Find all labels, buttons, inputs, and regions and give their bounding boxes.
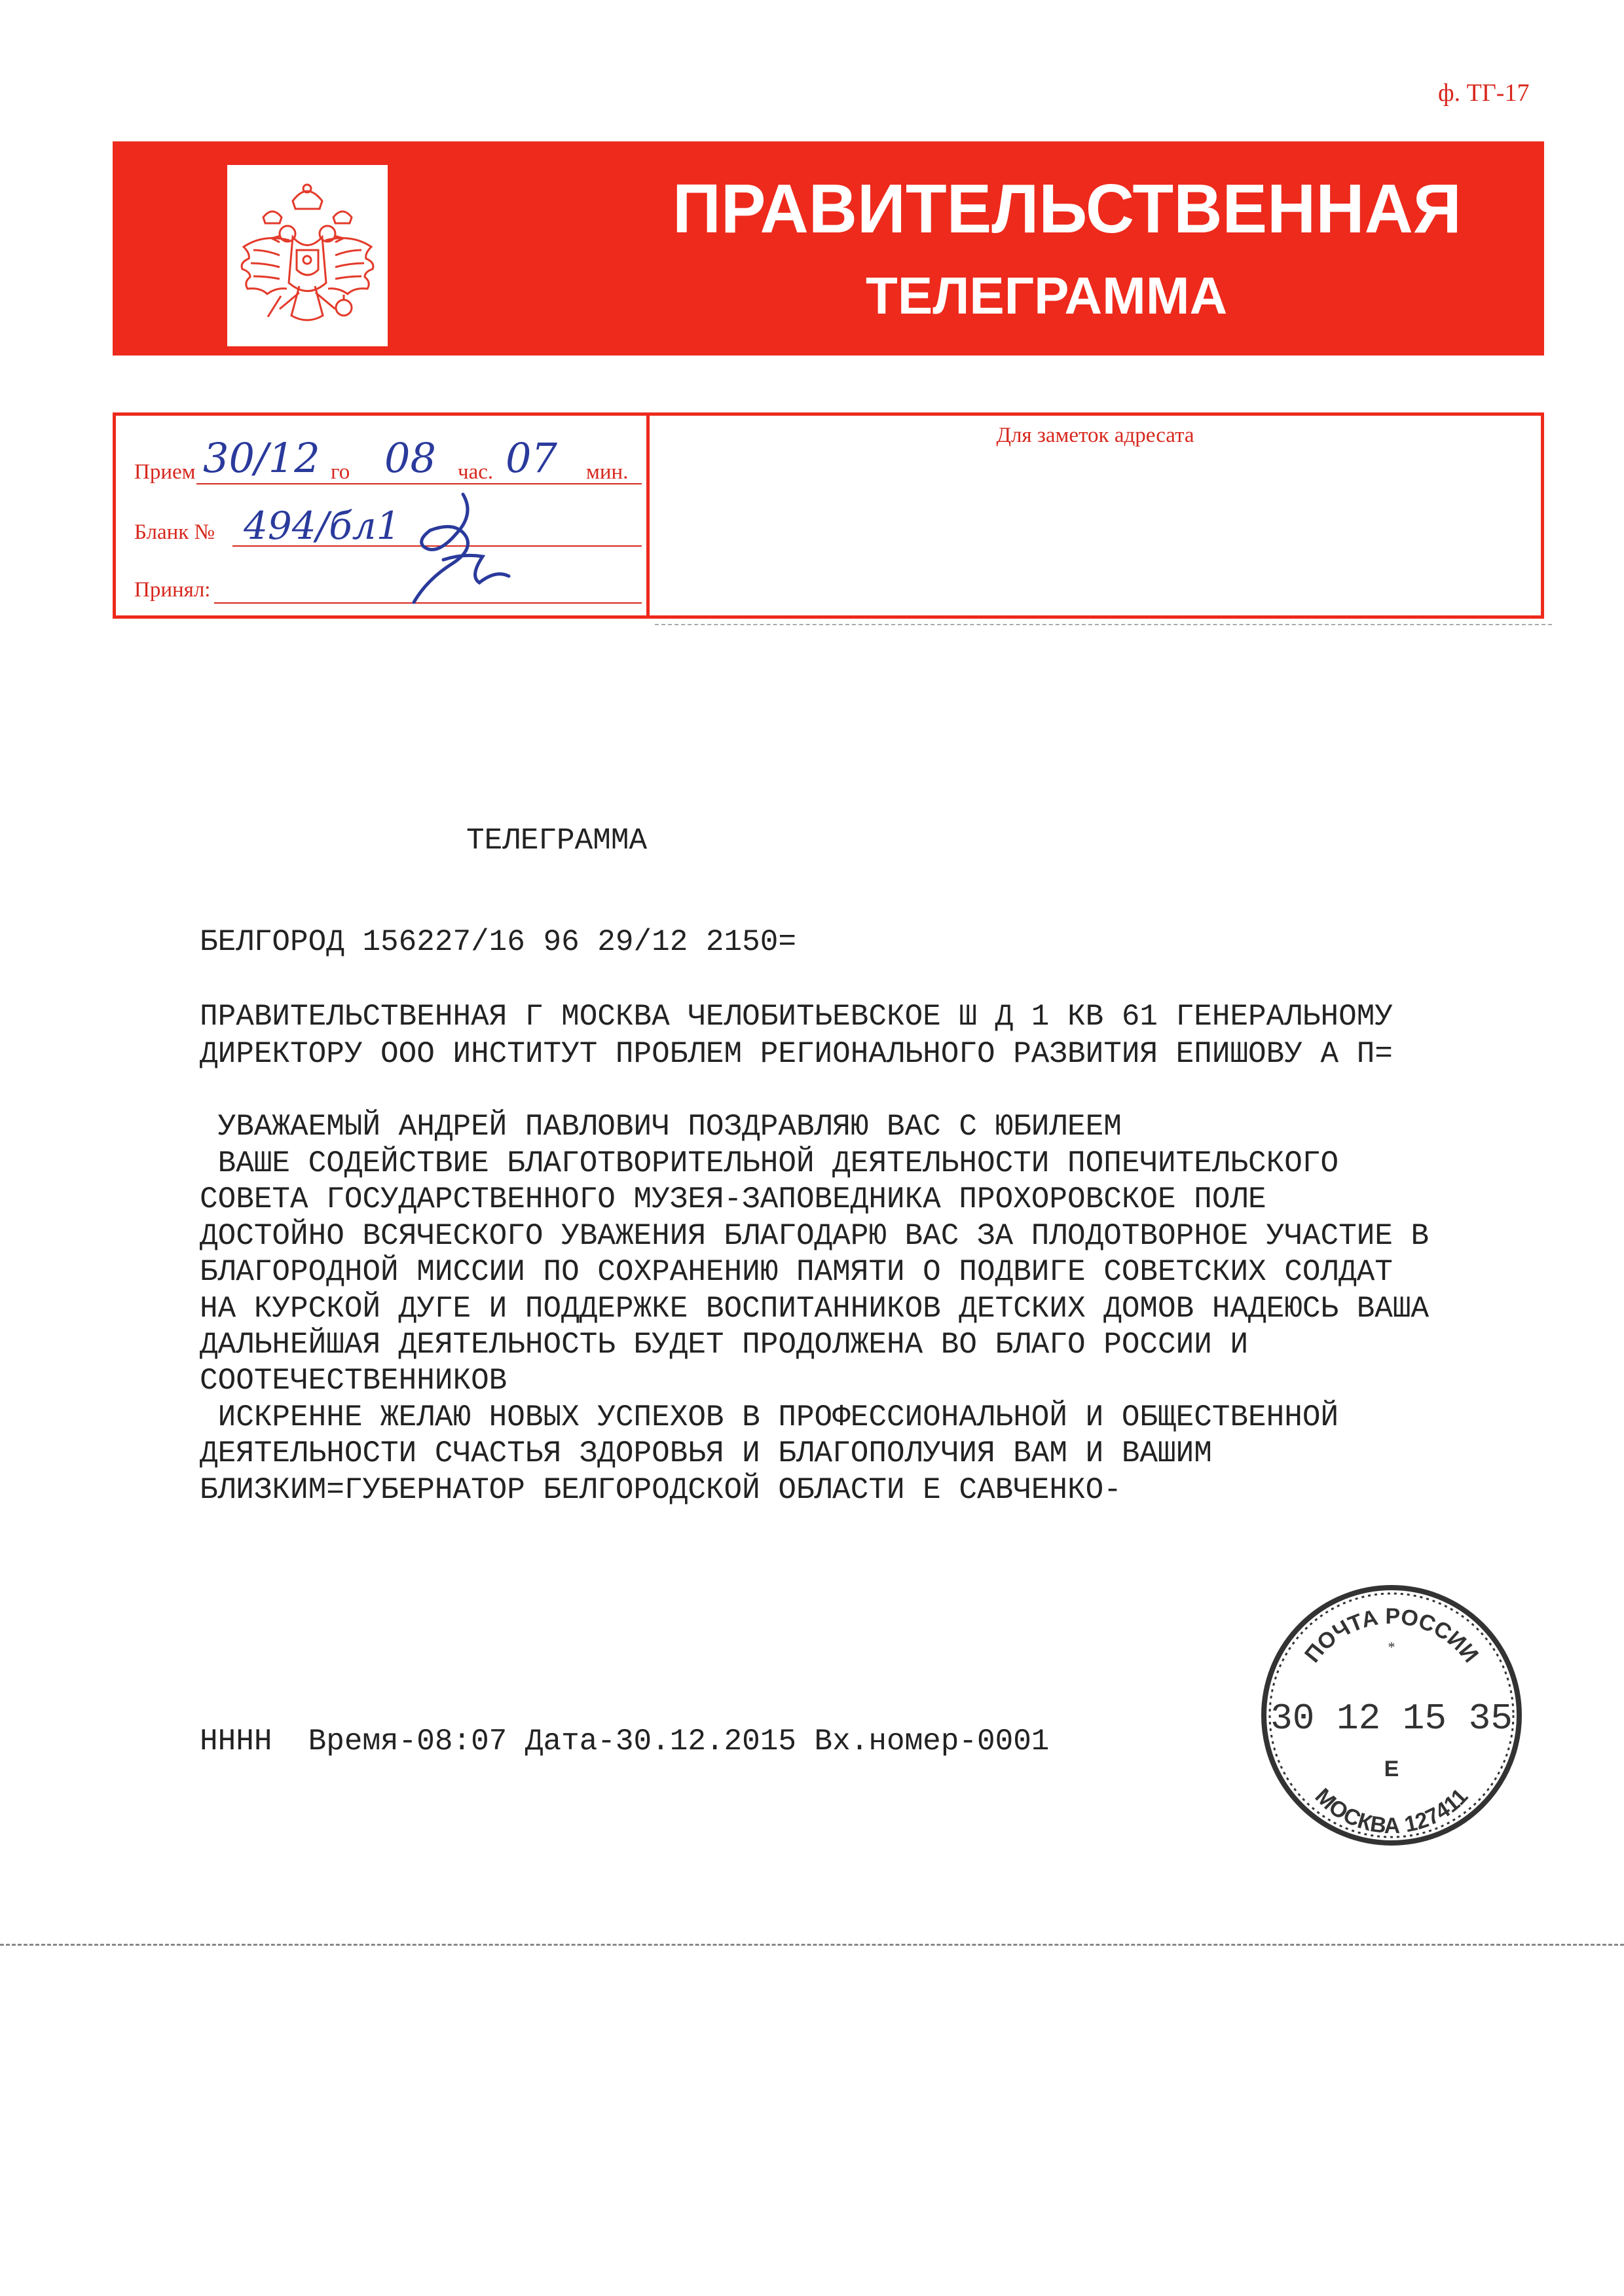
body-line: СОВЕТА ГОСУДАРСТВЕННОГО МУЗЕЯ-ЗАПОВЕДНИКА ПРОХОРОВСКОЕ ПОЛЕ (200, 1182, 1266, 1216)
body-line: ДАЛЬНЕЙШАЯ ДЕЯТЕЛЬНОСТЬ БУДЕТ ПРОДОЛЖЕНА ВО БЛАГО РОССИИ И (200, 1328, 1249, 1362)
received-line (196, 483, 642, 484)
postmark-mid-text: Е (1384, 1757, 1399, 1781)
hours-label: час. (458, 460, 494, 484)
body-line: БЛАГОРОДНОЙ МИССИИ ПО СОХРАНЕНИЮ ПАМЯТИ О ПОДВИГЕ СОВЕТСКИХ СОЛДАТ (200, 1255, 1393, 1289)
blank-number: 494/бл1 (244, 503, 401, 548)
banner-subtitle: ТЕЛЕГРАММА (866, 266, 1228, 325)
reception-details (116, 416, 650, 615)
coat-of-arms-icon (227, 165, 388, 346)
received-hours: 08 (384, 434, 436, 482)
header-banner (113, 141, 1544, 355)
day-suffix-label: го (331, 460, 350, 484)
body-line: УВАЖАЕМЫЙ АНДРЕЙ ПАВЛОВИЧ ПОЗДРАВЛЯЮ ВАС С ЮБИЛЕЕМ (200, 1110, 1122, 1144)
body-line: ИСКРЕННЕ ЖЕЛАЮ НОВЫХ УСПЕХОВ В ПРОФЕССИОНАЛЬНОЙ И ОБЩЕСТВЕННОЙ (200, 1400, 1339, 1434)
received-minutes: 07 (506, 434, 557, 482)
body-line: ДОСТОЙНО ВСЯЧЕСКОГО УВАЖЕНИЯ БЛАГОДАРЮ ВАС ЗА ПЛОДОТВОРНОЕ УЧАСТИЕ В (200, 1219, 1430, 1253)
postmark-top-text: ПОЧТА РОССИИ (1300, 1603, 1483, 1667)
received-date: 30/12 (203, 434, 320, 482)
recipient-notes-area (650, 416, 1541, 615)
received-label: Прием (134, 460, 196, 484)
clerk-signature (365, 488, 515, 625)
service-line: БЕЛГОРОД 156227/16 96 29/12 2150= (200, 925, 796, 959)
tear-line-top (655, 624, 1552, 625)
notes-title: Для заметок адресата (996, 424, 1194, 447)
message-heading: ТЕЛЕГРАММА (466, 824, 648, 858)
banner-title: ПРАВИТЕЛЬСТВЕННАЯ (673, 170, 1462, 247)
svg-text:*: * (1388, 1639, 1395, 1655)
address-line: ПРАВИТЕЛЬСТВЕННАЯ Г МОСКВА ЧЕЛОБИТЬЕВСКОЕ Ш Д 1 КВ 61 ГЕНЕРАЛЬНОМУ (200, 1000, 1393, 1034)
body-line: НА КУРСКОЙ ДУГЕ И ПОДДЕРЖКЕ ВОСПИТАННИКОВ ДЕТСКИХ ДОМОВ НАДЕЮСЬ ВАША (200, 1292, 1430, 1326)
postmark-date: 30 12 15 35 (1270, 1698, 1513, 1740)
body-line: СООТЕЧЕСТВЕННИКОВ (200, 1364, 507, 1398)
postmark-stamp (1244, 1568, 1539, 1856)
body-line: БЛИЗКИМ=ГУБЕРНАТОР БЕЛГОРОДСКОЙ ОБЛАСТИ Е САВЧЕНКО- (200, 1473, 1122, 1507)
address-line: ДИРЕКТОРУ ООО ИНСТИТУТ ПРОБЛЕМ РЕГИОНАЛЬНОГО РАЗВИТИЯ ЕПИШОВУ А П= (200, 1037, 1393, 1071)
footer-line: НННН Время-08:07 Дата-30.12.2015 Вх.номер-0001 (200, 1724, 1050, 1758)
tear-line-bottom (0, 1944, 1624, 1946)
accepted-label: Принял: (134, 578, 211, 602)
postmark-bottom-text: МОСКВА 127411 (1310, 1783, 1473, 1839)
reception-box (113, 412, 1544, 619)
form-code: ф. ТГ-17 (1438, 79, 1530, 107)
body-line: ДЕЯТЕЛЬНОСТИ СЧАСТЬЯ ЗДОРОВЬЯ И БЛАГОПОЛУЧИЯ ВАМ И ВАШИМ (200, 1436, 1212, 1470)
minutes-label: мин. (586, 460, 629, 484)
blank-label: Бланк № (134, 520, 215, 544)
body-line: ВАШЕ СОДЕЙСТВИЕ БЛАГОТВОРИТЕЛЬНОЙ ДЕЯТЕЛЬНОСТИ ПОПЕЧИТЕЛЬСКОГО (200, 1146, 1339, 1180)
